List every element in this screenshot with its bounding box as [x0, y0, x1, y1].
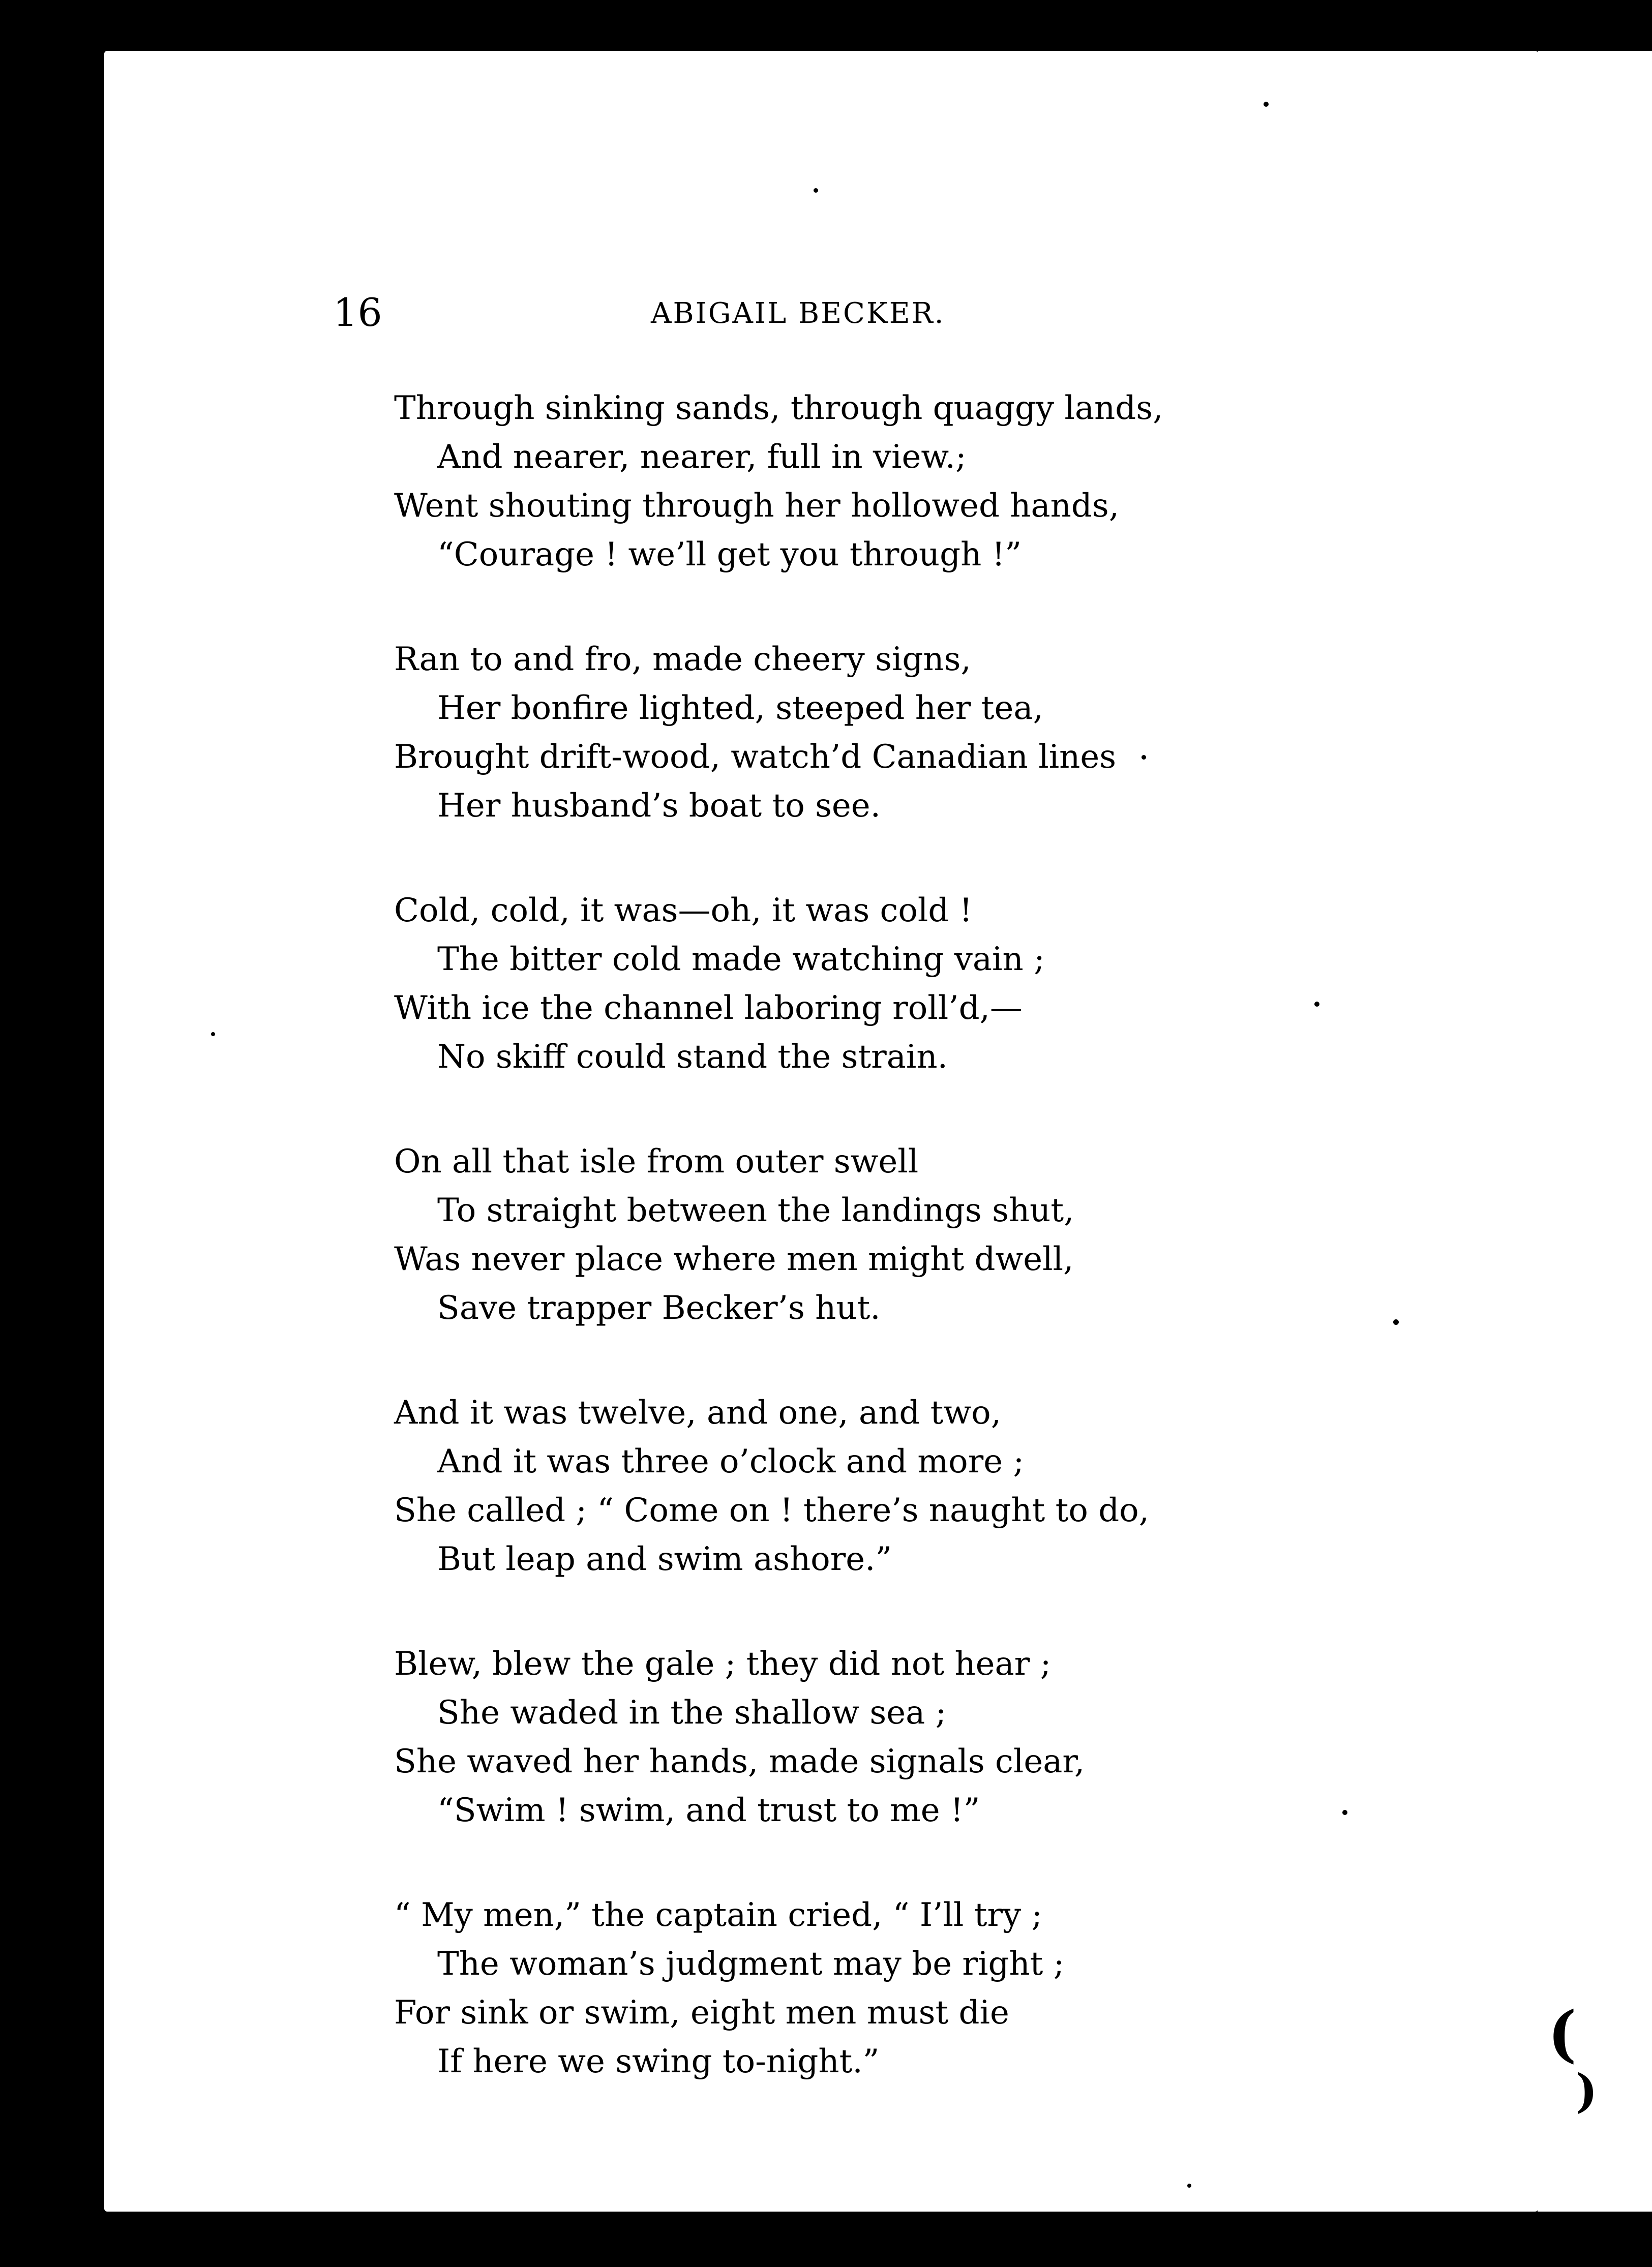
poem-line: Blew, blew the gale ; they did not hear ; [394, 1645, 1052, 1683]
stanza [104, 635, 1538, 830]
scan-speck [1264, 102, 1269, 107]
poem-line: If here we swing to-night.” [437, 2043, 880, 2080]
scan-speck [1342, 1810, 1347, 1815]
scan-speck [814, 188, 818, 193]
poem-line: On all that isle from outer swell [394, 1143, 919, 1181]
stanza [104, 1388, 1538, 1584]
running-head: ABIGAIL BECKER. [651, 297, 945, 330]
poem-line: And it was twelve, and one, and two, [394, 1394, 1002, 1432]
poem-line: With ice the channel laboring roll’d,— [394, 989, 1023, 1027]
stanza [104, 384, 1538, 579]
margin-scribble-icon: ) [1576, 2064, 1598, 2118]
page-number: 16 [333, 290, 382, 335]
poem-line: Ran to and fro, made cheery signs, [394, 641, 971, 678]
scan-speck [211, 1032, 215, 1036]
book-page [104, 51, 1538, 2212]
stanza [104, 1891, 1538, 2086]
poem-line: Cold, cold, it was—oh, it was cold ! [394, 892, 973, 929]
poem-line: For sink or swim, eight men must die [394, 1994, 1009, 2032]
poem-line: To straight between the landings shut, [437, 1192, 1074, 1229]
poem-line: “Swim ! swim, and trust to me !” [437, 1792, 980, 1829]
poem-line: Her husband’s boat to see. [437, 787, 881, 825]
poem-line: But leap and swim ashore.” [437, 1540, 892, 1578]
scan-speck [1393, 1319, 1399, 1325]
poem-line: And it was three o’clock and more ; [437, 1443, 1024, 1480]
stanza [104, 886, 1538, 1081]
poem [104, 384, 1538, 2142]
poem-line: Save trapper Becker’s hut. [437, 1289, 881, 1327]
margin-scribble-icon: ( [1548, 1998, 1577, 2070]
poem-line: And nearer, nearer, full in view.; [437, 438, 967, 476]
poem-line: Brought drift-wood, watch’d Canadian lines [394, 738, 1117, 776]
poem-line: She waved her hands, made signals clear, [394, 1743, 1085, 1780]
poem-line: “Courage ! we’ll get you through !” [437, 536, 1022, 573]
stanza [104, 1137, 1538, 1333]
poem-line: “ My men,” the captain cried, “ I’ll try ; [394, 1896, 1043, 1934]
stanza [104, 1640, 1538, 1835]
poem-line: Was never place where men might dwell, [394, 1241, 1074, 1278]
scan-speck [1142, 755, 1146, 760]
scan-speck [1187, 2184, 1191, 2188]
poem-line: The woman’s judgment may be right ; [437, 1945, 1065, 1983]
poem-line: The bitter cold made watching vain ; [437, 941, 1045, 978]
page-header [104, 290, 1538, 351]
poem-line: She waded in the shallow sea ; [437, 1694, 947, 1732]
adjacent-page-fragment [1538, 51, 1652, 2212]
poem-line: Went shouting through her hollowed hands, [394, 487, 1120, 525]
poem-line: She called ; “ Come on ! there’s naught to do, [394, 1492, 1150, 1529]
scan-speck [1314, 1002, 1319, 1007]
poem-line: No skiff could stand the strain. [437, 1038, 948, 1076]
poem-line: Through sinking sands, through quaggy lands, [394, 389, 1163, 427]
poem-line: Her bonfire lighted, steeped her tea, [437, 689, 1043, 727]
